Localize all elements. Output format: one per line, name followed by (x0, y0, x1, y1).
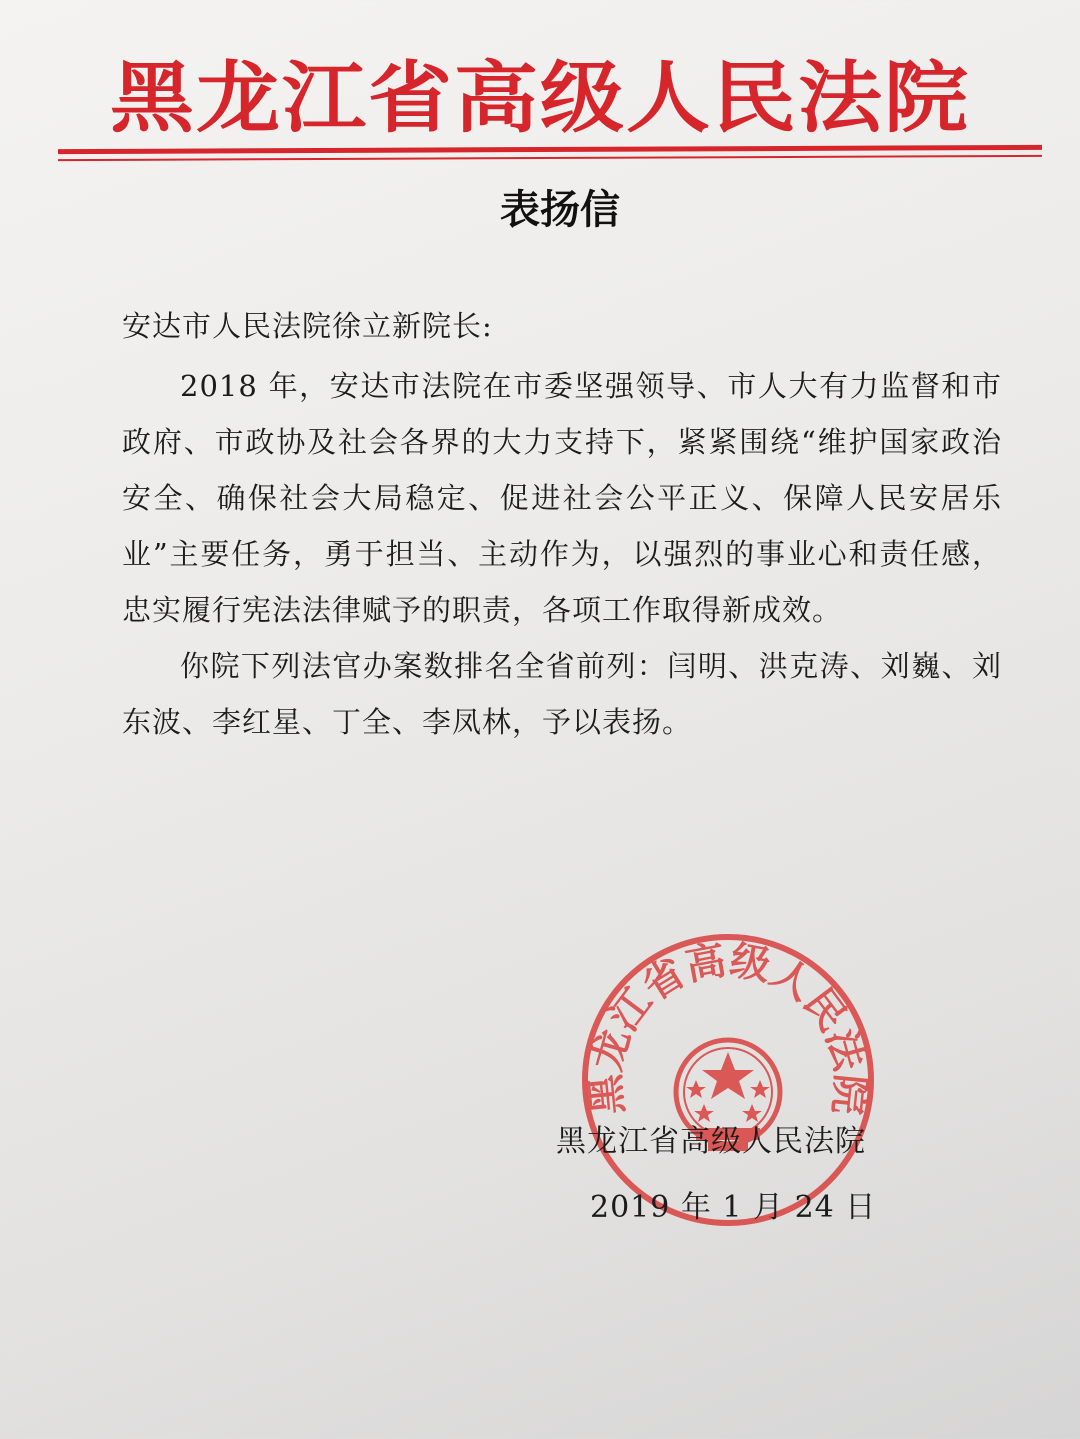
paragraph-2: 你院下列法官办案数排名全省前列：闫明、洪克涛、刘巍、刘东波、李红星、丁全、李凤林，予以表扬。 (122, 649, 1002, 739)
letterhead-rule-thin (58, 155, 1042, 161)
document-title: 表扬信 (500, 187, 620, 233)
issue-date: 2019 年 1 月 24 日 (590, 1190, 877, 1225)
paragraph-1: 2018 年，安达市法院在市委坚强领导、市人大有力监督和市政府、市政协及社会各界的大力支持下，紧紧围绕“维护国家政治安全、确保社会大局稳定、促进社会公平正义、保障人民安居乐业”主要任务，勇于担当、主动作为，以强烈的事业心和责任感，忠实履行宪法法律赋予的职责，各项工作取得新成效。 (122, 369, 1002, 627)
seal-text: 黑龙江省高级人民法院 (581, 936, 875, 1117)
letterhead-rule-thick (58, 145, 1042, 154)
letter-body (122, 298, 1002, 750)
letterhead-org-name: 黑龙江省高级人民法院 (109, 52, 970, 144)
issuer-name: 黑龙江省高级人民法院 (556, 1124, 866, 1159)
salutation: 安达市人民法院徐立新院长: (122, 309, 493, 343)
